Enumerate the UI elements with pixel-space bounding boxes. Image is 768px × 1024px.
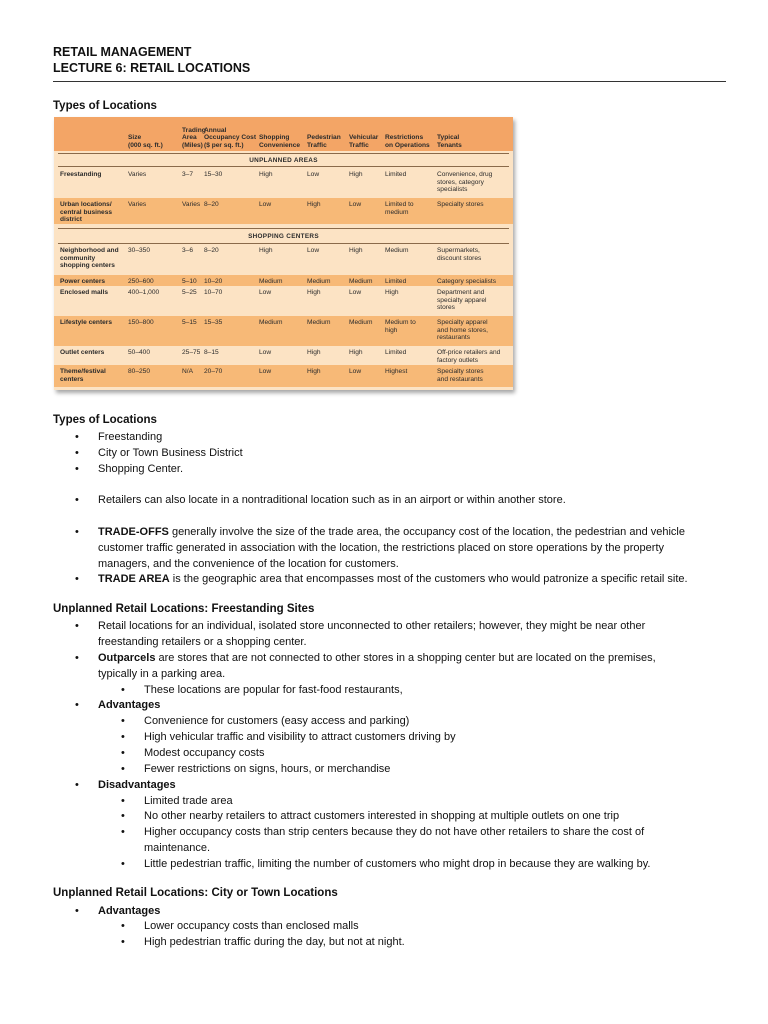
bullet-glyph: • bbox=[121, 731, 125, 743]
locations-table bbox=[54, 117, 513, 390]
row-name: Lifestyle centers bbox=[60, 319, 113, 326]
table-cell: restaurants bbox=[437, 334, 470, 342]
row-name: Freestanding bbox=[60, 171, 102, 178]
section-divider bbox=[58, 153, 509, 154]
table-cell: 400–1,000 bbox=[128, 289, 160, 296]
table-cell: 15–30 bbox=[204, 171, 223, 178]
advantage-item: Convenience for customers (easy access and parking) bbox=[144, 715, 410, 727]
column-header: (Miles) bbox=[182, 142, 203, 149]
table-cell: Medium bbox=[307, 319, 331, 326]
row-name: shopping centers bbox=[60, 262, 115, 270]
bullet-glyph: • bbox=[121, 920, 125, 932]
column-header: on Operations bbox=[385, 142, 430, 149]
section-heading: SHOPPING CENTERS bbox=[248, 233, 319, 240]
table-cell: 15–35 bbox=[204, 319, 223, 326]
table-cell: Medium bbox=[385, 247, 409, 254]
table-cell: Varies bbox=[128, 171, 147, 178]
section-divider bbox=[58, 228, 509, 229]
column-header: Size bbox=[128, 134, 142, 142]
disadvantages-heading: Disadvantages bbox=[98, 779, 176, 791]
disadvantage-item: Higher occupancy costs than strip centers because they do not have other retailers to share the cost of bbox=[144, 826, 645, 838]
row-name: Outlet centers bbox=[60, 349, 105, 356]
tradeoffs-line-1 bbox=[98, 524, 685, 540]
column-header: ($ per sq. ft.) bbox=[204, 142, 244, 149]
table-cell: 5–25 bbox=[182, 289, 197, 296]
table-cell: Highest bbox=[385, 368, 408, 375]
table-cell: Low bbox=[259, 349, 272, 356]
column-header: (000 sq. ft.) bbox=[128, 142, 163, 149]
table-cell: High bbox=[307, 289, 321, 296]
section-divider bbox=[58, 166, 509, 167]
bullet-glyph: • bbox=[121, 715, 125, 727]
row-name: Enclosed malls bbox=[60, 289, 109, 296]
column-header: Convenience bbox=[259, 142, 301, 149]
outparcels-line-2: typically in a parking area. bbox=[98, 668, 226, 680]
table-cell: 3–6 bbox=[182, 247, 194, 254]
column-header: Pedestrian bbox=[307, 134, 341, 142]
table-cell: N/A bbox=[182, 368, 193, 375]
table-cell: Convenience, drug bbox=[437, 171, 493, 178]
table-cell: 5–15 bbox=[182, 319, 197, 326]
table-cell: and home stores, bbox=[437, 326, 488, 334]
table-cell: Limited bbox=[385, 278, 407, 285]
row-name: Neighborhood and bbox=[60, 247, 119, 254]
city-advantage-item: Lower occupancy costs than enclosed malls bbox=[144, 920, 359, 932]
column-header: Tenants bbox=[437, 142, 462, 149]
table-cell: Low bbox=[259, 289, 272, 296]
table-cell: Limited bbox=[385, 171, 407, 178]
table-cell: High bbox=[307, 201, 321, 208]
outparcels-line-1 bbox=[98, 650, 656, 666]
tradeoffs-line-3: managers, and the convenience of the location for customers. bbox=[98, 558, 399, 570]
bullet-glyph: • bbox=[75, 620, 79, 632]
table-cell: Category specialists bbox=[437, 278, 497, 285]
table-cell: Medium to bbox=[385, 319, 416, 326]
section-divider bbox=[58, 243, 509, 244]
table-cell: 20–70 bbox=[204, 368, 223, 375]
table-cell: 8–20 bbox=[204, 201, 219, 208]
section-title-types-table: Types of Locations bbox=[53, 100, 157, 112]
bullet-glyph: • bbox=[75, 463, 79, 475]
bullet-glyph: • bbox=[121, 858, 125, 870]
table-cell: Low bbox=[259, 368, 272, 375]
table-cell: 50–400 bbox=[128, 349, 151, 356]
outparcels-text: are stores that are not connected to other stores in a shopping center but are located on the premises, bbox=[155, 652, 656, 664]
table-cell: 25–75 bbox=[182, 349, 201, 356]
table-cell: Low bbox=[307, 171, 320, 178]
tradeoffs-term: TRADE-OFFS bbox=[98, 526, 169, 538]
freestanding-line-2: freestanding retailers or a shopping center. bbox=[98, 636, 307, 648]
list-item: Shopping Center. bbox=[98, 463, 184, 475]
table-cell: High bbox=[259, 247, 273, 254]
column-header: Occupancy Cost bbox=[204, 134, 257, 142]
tradeoffs-text: generally involve the size of the trade area, the occupancy cost of the location, the pedestrian and vehicle bbox=[168, 526, 685, 538]
table-cell: Low bbox=[349, 201, 362, 208]
table-cell: 8–20 bbox=[204, 247, 219, 254]
lecture-title: LECTURE 6: RETAIL LOCATIONS bbox=[53, 61, 251, 75]
row-name: community bbox=[60, 254, 96, 262]
advantages-heading: Advantages bbox=[98, 699, 161, 711]
table-cell: Specialty apparel bbox=[437, 319, 488, 326]
table-cell: Varies bbox=[128, 201, 147, 208]
table-cell: specialty apparel bbox=[437, 296, 487, 304]
table-cell: Specialty stores bbox=[437, 201, 484, 208]
column-header: Traffic bbox=[307, 142, 327, 149]
table-cell: stores bbox=[437, 304, 455, 312]
table-cell: 10–70 bbox=[204, 289, 223, 296]
table-cell: Medium bbox=[259, 319, 283, 326]
table-cell: Low bbox=[259, 201, 272, 208]
table-cell: High bbox=[349, 247, 363, 254]
row-name: Theme/festival bbox=[60, 368, 106, 375]
bullet-glyph: • bbox=[121, 795, 125, 807]
section-heading: UNPLANNED AREAS bbox=[249, 157, 318, 164]
row-name: Urban locations/ bbox=[60, 201, 112, 208]
column-header: Traffic bbox=[349, 142, 369, 149]
table-cell: High bbox=[307, 368, 321, 375]
column-header: Trading bbox=[182, 126, 206, 134]
table-cell: Specialty stores bbox=[437, 368, 484, 375]
table-cell: Medium bbox=[349, 278, 373, 285]
table-cell: Supermarkets, bbox=[437, 247, 480, 254]
table-cell: High bbox=[349, 349, 363, 356]
list-item: Freestanding bbox=[98, 431, 163, 443]
column-header: Vehicular bbox=[349, 134, 379, 142]
document-header bbox=[53, 44, 726, 76]
table-cell: Low bbox=[307, 247, 320, 254]
outparcels-term: Outparcels bbox=[98, 652, 156, 664]
bullet-glyph: • bbox=[75, 573, 79, 585]
table-cell: Low bbox=[349, 289, 362, 296]
table-cell: specialists bbox=[437, 186, 468, 194]
bullet-glyph: • bbox=[75, 652, 79, 664]
tradearea-line bbox=[98, 571, 688, 587]
table-cell: Varies bbox=[182, 201, 201, 208]
advantage-item: Fewer restrictions on signs, hours, or merchandise bbox=[144, 763, 391, 775]
bullet-glyph: • bbox=[75, 447, 79, 459]
section-title-freestanding: Unplanned Retail Locations: Freestanding Sites bbox=[53, 603, 315, 615]
table-cell: factory outlets bbox=[437, 356, 479, 364]
column-header: Restrictions bbox=[385, 134, 424, 142]
header-divider bbox=[53, 81, 726, 82]
column-header: Area bbox=[182, 134, 197, 142]
list-item: City or Town Business District bbox=[98, 447, 243, 459]
table-cell: medium bbox=[385, 208, 409, 216]
bullet-glyph: • bbox=[121, 684, 125, 696]
city-advantage-item: High pedestrian traffic during the day, but not at night. bbox=[144, 936, 405, 948]
table-cell: Limited bbox=[385, 349, 407, 356]
advantage-item: Modest occupancy costs bbox=[144, 747, 265, 759]
table-cell: 10–20 bbox=[204, 278, 223, 285]
table-cell: 3–7 bbox=[182, 171, 194, 178]
row-name: central business bbox=[60, 208, 113, 216]
table-cell: High bbox=[349, 171, 363, 178]
disadvantage-item: No other nearby retailers to attract customers interested in shopping at multiple outlets on one trip bbox=[144, 810, 620, 822]
section-title-city: Unplanned Retail Locations: City or Town Locations bbox=[53, 887, 338, 899]
tradeoffs-line-2: customer traffic generated in association with the location, the restrictions placed on store operations by the property bbox=[98, 542, 664, 554]
row-name: Power centers bbox=[60, 278, 106, 285]
table-cell: 30–350 bbox=[128, 247, 151, 254]
bullet-glyph: • bbox=[75, 905, 79, 917]
table-cell: stores, category bbox=[437, 178, 484, 186]
table-cell: Limited to bbox=[385, 201, 414, 208]
table-cell: 5–10 bbox=[182, 278, 197, 285]
advantage-item: High vehicular traffic and visibility to attract customers driving by bbox=[144, 731, 456, 743]
table-cell: Low bbox=[349, 368, 362, 375]
tradearea-term: TRADE AREA bbox=[98, 573, 170, 585]
bullet-glyph: • bbox=[121, 936, 125, 948]
section-title-types-list: Types of Locations bbox=[53, 414, 157, 426]
bullet-glyph: • bbox=[75, 431, 79, 443]
bullet-glyph: • bbox=[75, 779, 79, 791]
bullet-glyph: • bbox=[121, 810, 125, 822]
row-name: centers bbox=[60, 375, 84, 383]
bullet-glyph: • bbox=[121, 826, 125, 838]
bullet-glyph: • bbox=[75, 699, 79, 711]
column-header: Annual bbox=[204, 126, 227, 134]
disadvantage-item-cont: maintenance. bbox=[144, 842, 211, 854]
table-cell: 250–600 bbox=[128, 278, 154, 285]
course-title: RETAIL MANAGEMENT bbox=[53, 45, 192, 59]
table-cell: Medium bbox=[307, 278, 331, 285]
table-cell: 80–250 bbox=[128, 368, 151, 375]
table-cell: High bbox=[259, 171, 273, 178]
disadvantage-item: Limited trade area bbox=[144, 795, 233, 807]
tradearea-text: is the geographic area that encompasses most of the customers who would patronize a specific retail site. bbox=[169, 573, 688, 585]
table-cell: Medium bbox=[349, 319, 373, 326]
list-item: Retailers can also locate in a nontraditional location such as in an airport or within another store. bbox=[98, 494, 566, 506]
table-cell: 8–15 bbox=[204, 349, 219, 356]
table-cell: High bbox=[307, 349, 321, 356]
table-cell: Off-price retailers and bbox=[437, 349, 501, 356]
bullet-glyph: • bbox=[121, 763, 125, 775]
table-cell: Department and bbox=[437, 289, 485, 296]
table-cell: Medium bbox=[259, 278, 283, 285]
table-cell: high bbox=[385, 326, 398, 334]
table-cell: High bbox=[385, 289, 399, 296]
disadvantage-item: Little pedestrian traffic, limiting the number of customers who might drop in because they are walking by. bbox=[144, 858, 651, 870]
bullet-glyph: • bbox=[75, 494, 79, 506]
column-header: Shopping bbox=[259, 134, 290, 142]
table-cell: discount stores bbox=[437, 254, 482, 262]
outparcels-subitem: These locations are popular for fast-food restaurants, bbox=[144, 684, 403, 696]
freestanding-line-1: Retail locations for an individual, isolated store unconnected to other retailers; however, they might be near other bbox=[98, 620, 646, 632]
bullet-glyph: • bbox=[75, 526, 79, 538]
bullet-glyph: • bbox=[121, 747, 125, 759]
table-cell: and restaurants bbox=[437, 375, 483, 383]
row-name: district bbox=[60, 216, 82, 224]
city-advantages-heading: Advantages bbox=[98, 905, 161, 917]
table-cell: 150–800 bbox=[128, 319, 154, 326]
column-header: Typical bbox=[437, 134, 460, 142]
